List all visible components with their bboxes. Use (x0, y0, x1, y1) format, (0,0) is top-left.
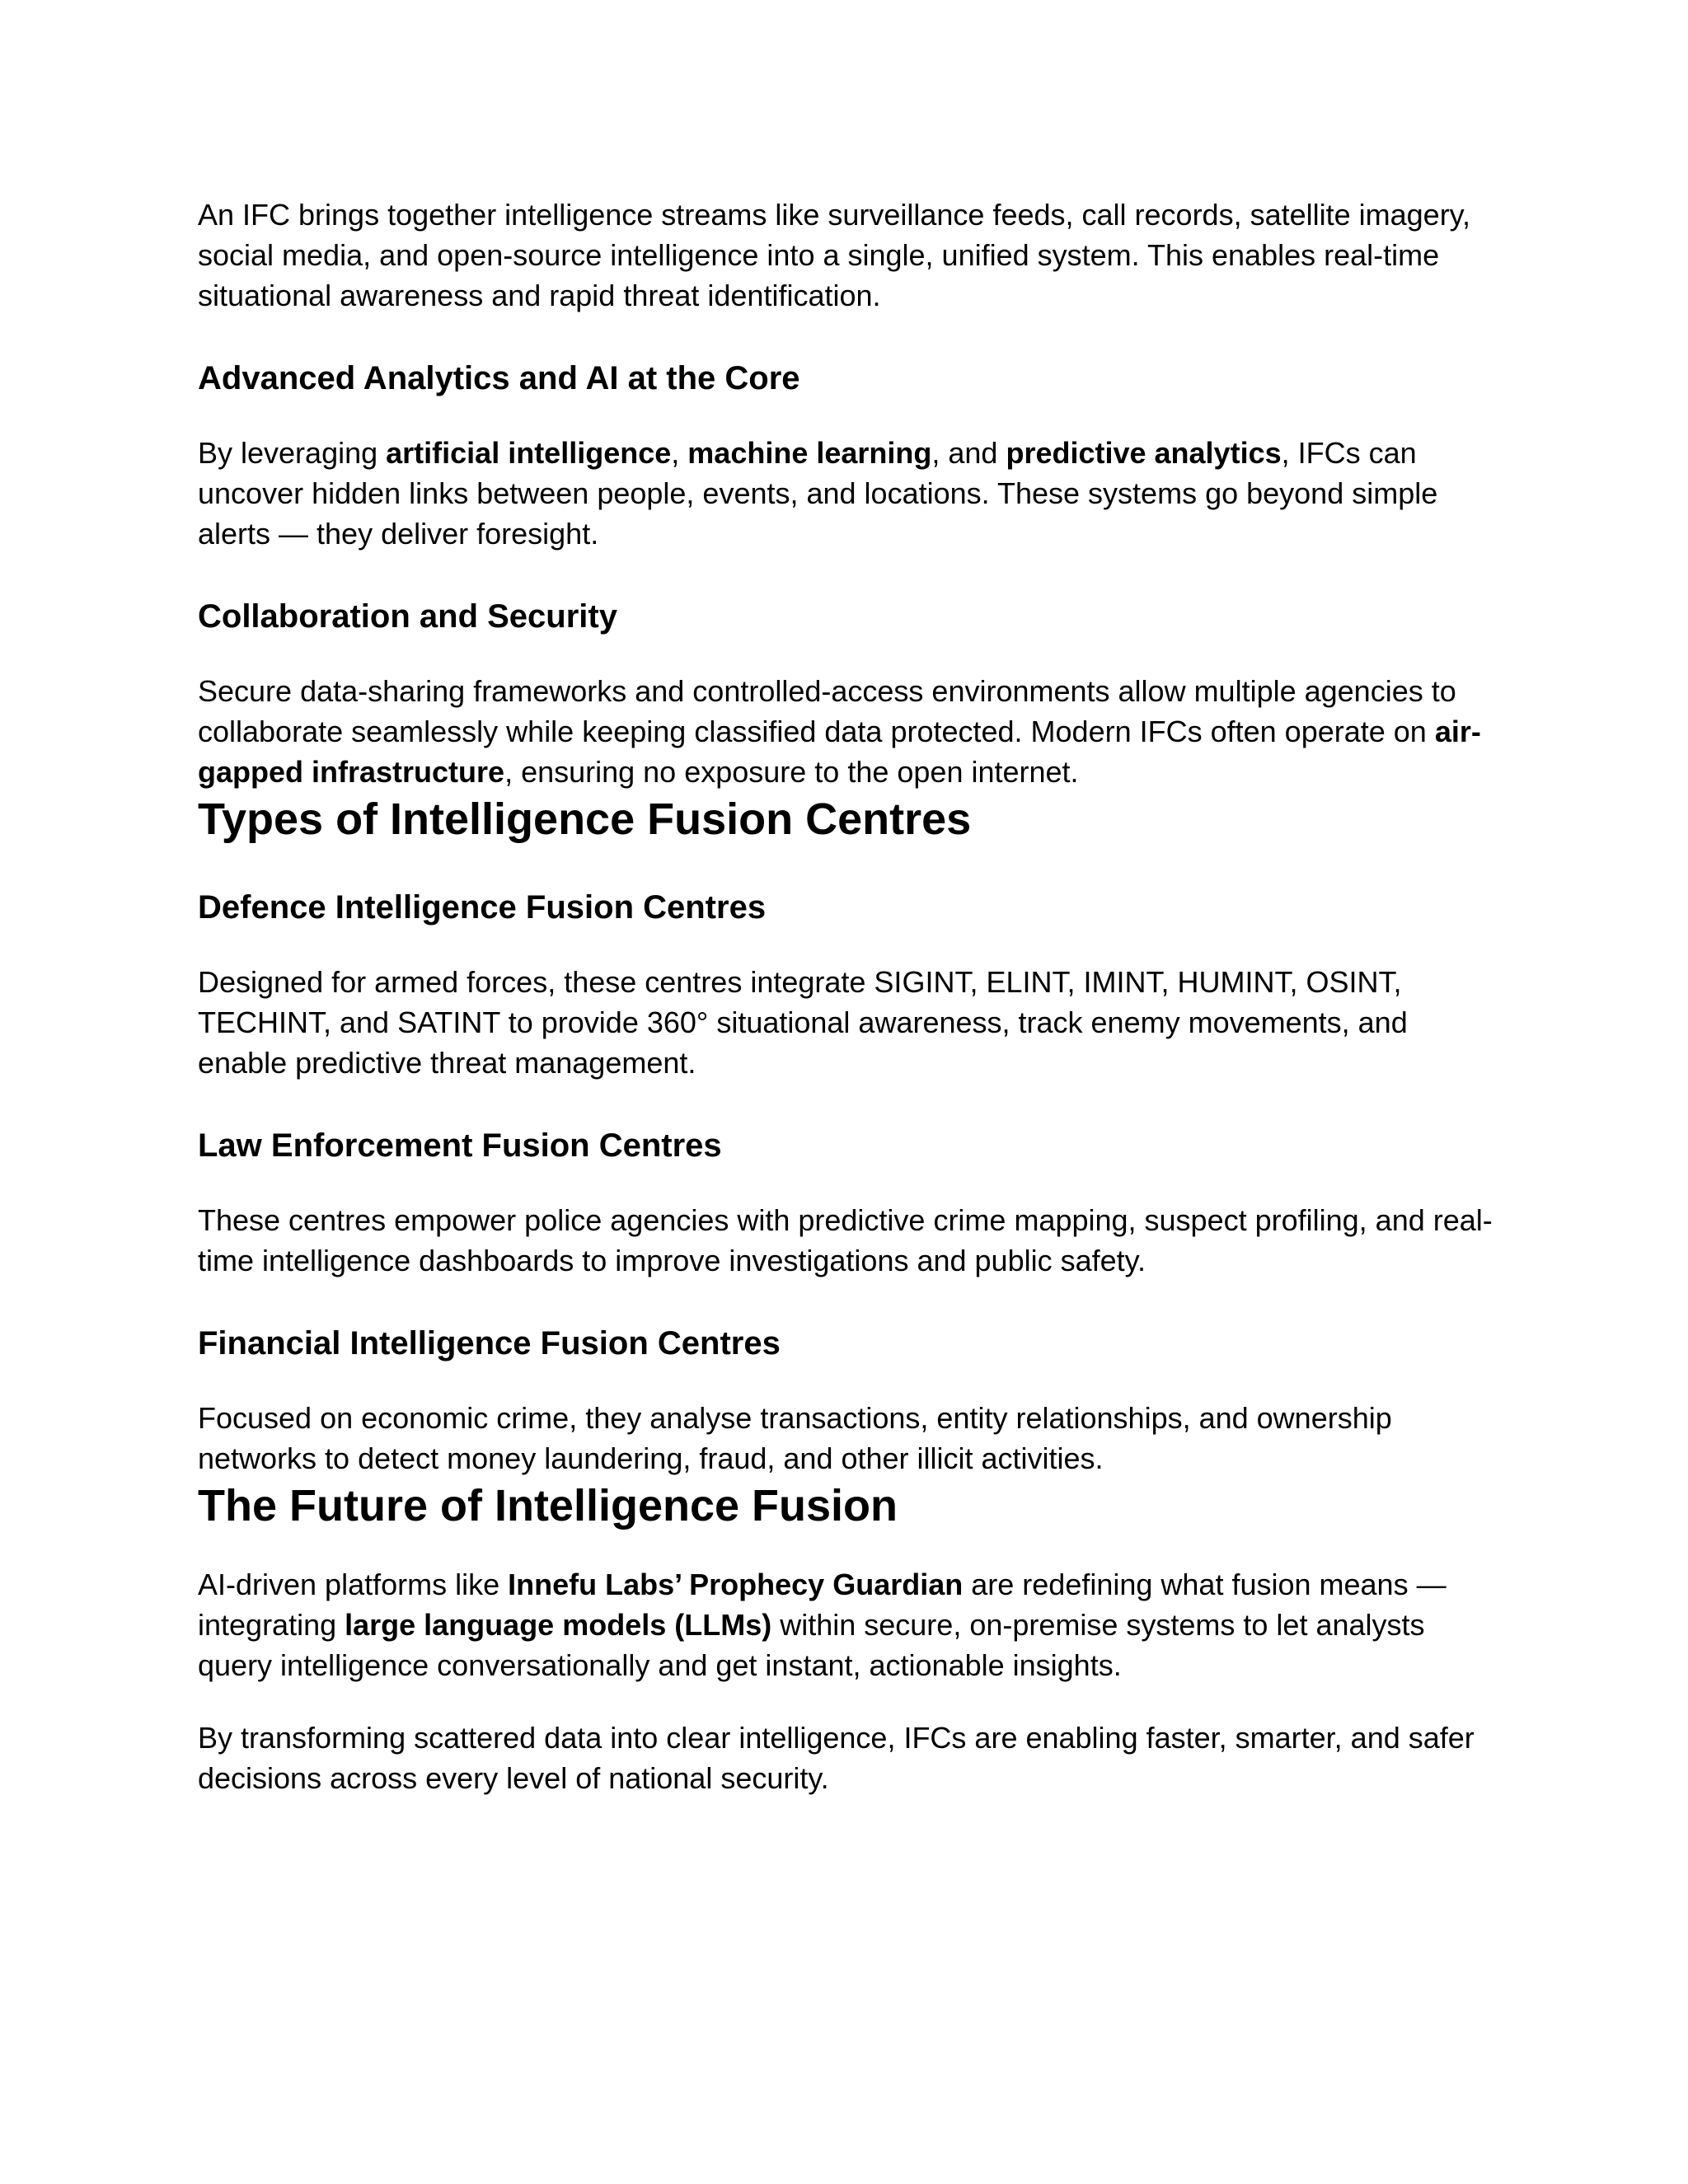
collaboration-text-2: , ensuring no exposure to the open internet. (504, 755, 1079, 789)
future-bold-llm: large language models (LLMs) (345, 1608, 772, 1642)
analytics-heading: Advanced Analytics and AI at the Core (198, 360, 800, 396)
collaboration-bold-airgap: air-gapped infrastructure (198, 715, 1481, 789)
collaboration-paragraph (198, 671, 1500, 792)
document-page (198, 194, 1500, 1798)
types-heading: Types of Intelligence Fusion Centres (198, 794, 972, 844)
financial-paragraph: Focused on economic crime, they analyse transactions, entity relationships, and ownership networks to detect money laundering, fraud, and other illicit activities. (198, 1401, 1392, 1475)
future-heading: The Future of Intelligence Fusion (198, 1481, 898, 1530)
analytics-bold-ai: artificial intelligence (386, 436, 672, 470)
analytics-paragraph (198, 433, 1500, 554)
analytics-text-3: , and (931, 436, 1006, 470)
defence-heading: Defence Intelligence Fusion Centres (198, 889, 767, 926)
analytics-bold-pa: predictive analytics (1006, 436, 1282, 470)
law-heading: Law Enforcement Fusion Centres (198, 1127, 722, 1164)
analytics-text-4: , IFCs can uncover hidden links between people, events, and locations. These systems go beyond simple alerts — they deliver foresight. (198, 436, 1438, 551)
collaboration-heading: Collaboration and Security (198, 598, 617, 635)
collaboration-text-1: Secure data-sharing frameworks and controlled-access environments allow multiple agencies to collaborate seamlessly while keeping classified data protected. Modern IFCs often operate on (198, 674, 1456, 748)
future-text-2: are redefining what fusion means — integrating (198, 1568, 1447, 1642)
defence-paragraph: Designed for armed forces, these centres integrate SIGINT, ELINT, IMINT, HUMINT, OSINT, TECHINT, and SATINT to provide 360° situational awareness, track enemy movements, and enable predictive threat management. (198, 965, 1408, 1080)
analytics-bold-ml: machine learning (687, 436, 932, 470)
future-paragraph-2: By transforming scattered data into clear intelligence, IFCs are enabling faster, smarter, and safer decisions across every level of national security. (198, 1721, 1475, 1795)
intro-paragraph: An IFC brings together intelligence streams like surveillance feeds, call records, satellite imagery, social media, and open-source intelligence into a single, unified system. This enables real-time situational awareness and rapid threat identification. (198, 198, 1471, 312)
future-bold-product: Innefu Labs’ Prophecy Guardian (508, 1568, 964, 1601)
analytics-text-1: By leveraging (198, 436, 387, 470)
financial-heading: Financial Intelligence Fusion Centres (198, 1325, 781, 1361)
future-text-3: within secure, on-premise systems to let analysts query intelligence conversationally and get instant, actionable insights. (198, 1608, 1425, 1682)
future-paragraph-1 (198, 1564, 1500, 1685)
law-paragraph: These centres empower police agencies with predictive crime mapping, suspect profiling, and real-time intelligence dashboards to improve investigations and public safety. (198, 1203, 1493, 1277)
analytics-text-2: , (671, 436, 688, 470)
future-text-1: AI-driven platforms like (198, 1568, 509, 1601)
